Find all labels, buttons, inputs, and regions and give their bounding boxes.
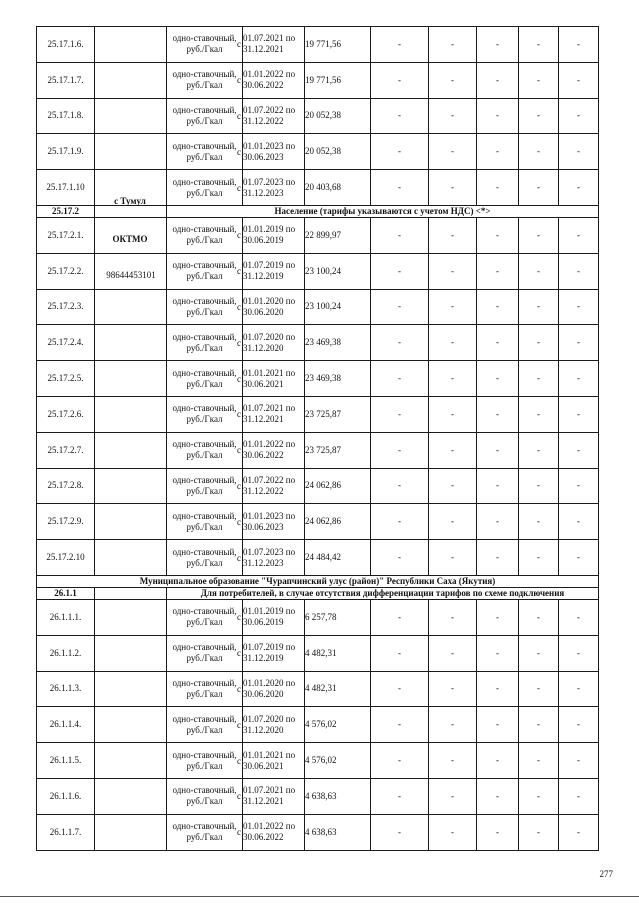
empty-cell: [95, 205, 167, 217]
table-row: [37, 289, 599, 325]
period: 01.07.2019 по 31.12.2019: [243, 635, 305, 671]
table-row: [37, 671, 599, 707]
tariff-type: [167, 289, 243, 325]
period: 01.07.2021 по 31.12.2021: [243, 778, 305, 814]
dash-cell: -: [371, 814, 429, 850]
dash-cell: -: [559, 170, 599, 206]
dash-cell: -: [559, 504, 599, 540]
tariff-type: [167, 27, 243, 63]
dash-cell: -: [371, 289, 429, 325]
table-row: [37, 468, 599, 504]
scan-edge-line: [0, 896, 639, 897]
tariff-type-text: одно-ставочный, руб./Гкал: [172, 510, 237, 532]
empty-cell: [95, 540, 167, 576]
tariff-type: [167, 504, 243, 540]
period-prefix: с: [237, 791, 241, 802]
dash-cell: -: [477, 27, 519, 63]
tariff-value: 19 771,56: [305, 27, 371, 63]
dash-cell: -: [429, 540, 477, 576]
dash-cell: -: [371, 253, 429, 289]
tariff-value: 24 062,86: [305, 504, 371, 540]
dash-cell: -: [519, 134, 559, 170]
dash-cell: -: [429, 778, 477, 814]
dash-cell: -: [371, 361, 429, 397]
period: 01.01.2022 по 30.06.2022: [243, 814, 305, 850]
period-prefix: с: [237, 648, 241, 659]
dash-cell: -: [559, 217, 599, 253]
period: 01.01.2020 по 30.06.2020: [243, 289, 305, 325]
row-number: 25.17.1.10: [37, 170, 95, 206]
dash-cell: -: [519, 361, 559, 397]
dash-cell: -: [559, 289, 599, 325]
dash-cell: -: [519, 671, 559, 707]
tariff-value: 4 576,02: [305, 707, 371, 743]
municipality-title: Муниципальное образование "Чурапчинский улус (район)" Республики Саха (Якутия): [37, 575, 599, 587]
tariff-value: 23 469,38: [305, 325, 371, 361]
period: 01.07.2020 по 31.12.2020: [243, 707, 305, 743]
dash-cell: -: [371, 743, 429, 779]
row-number: 25.17.1.7.: [37, 62, 95, 98]
empty-cell: [95, 707, 167, 743]
tariff-type: [167, 253, 243, 289]
dash-cell: -: [477, 361, 519, 397]
period: 01.01.2020 по 30.06.2020: [243, 671, 305, 707]
period: 01.01.2022 по 30.06.2022: [243, 62, 305, 98]
tariff-value: 4 482,31: [305, 635, 371, 671]
dash-cell: -: [519, 27, 559, 63]
tariff-type-text: одно-ставочный, руб./Гкал: [172, 474, 237, 496]
period-prefix: с: [237, 827, 241, 838]
tariff-type: [167, 98, 243, 134]
dash-cell: -: [371, 396, 429, 432]
tariff-value: 20 052,38: [305, 134, 371, 170]
dash-cell: -: [429, 504, 477, 540]
tariff-type-text: одно-ставочный, руб./Гкал: [172, 367, 237, 389]
dash-cell: -: [429, 707, 477, 743]
dash-cell: -: [371, 98, 429, 134]
section-number: 26.1.1: [37, 587, 95, 599]
dash-cell: -: [559, 540, 599, 576]
period: 01.01.2023 по 30.06.2023: [243, 504, 305, 540]
dash-cell: -: [477, 325, 519, 361]
dash-cell: -: [477, 217, 519, 253]
tariff-value: 23 100,24: [305, 289, 371, 325]
row-number: 25.17.2.7.: [37, 432, 95, 468]
tariff-value: 24 062,86: [305, 468, 371, 504]
tariff-value: 4 576,02: [305, 743, 371, 779]
row-number: 25.17.2.1.: [37, 217, 95, 253]
dash-cell: -: [477, 170, 519, 206]
empty-cell: [95, 778, 167, 814]
period-prefix: с: [237, 301, 241, 312]
empty-cell: [95, 432, 167, 468]
dash-cell: -: [371, 671, 429, 707]
row-number: 26.1.1.6.: [37, 778, 95, 814]
dash-cell: -: [429, 671, 477, 707]
row-number: 25.17.2.4.: [37, 325, 95, 361]
tariff-value: 4 638,63: [305, 814, 371, 850]
tariff-value: 4 482,31: [305, 671, 371, 707]
tariff-value: 19 771,56: [305, 62, 371, 98]
tariff-type-text: одно-ставочный, руб./Гкал: [172, 546, 237, 568]
dash-cell: -: [519, 325, 559, 361]
dash-cell: -: [429, 599, 477, 635]
dash-cell: -: [371, 778, 429, 814]
tariff-type-text: одно-ставочный, руб./Гкал: [172, 295, 237, 317]
period: 01.01.2021 по 30.06.2021: [243, 743, 305, 779]
dash-cell: -: [429, 361, 477, 397]
dash-cell: -: [477, 599, 519, 635]
tariff-type: [167, 778, 243, 814]
tariff-type: [167, 814, 243, 850]
empty-cell: [95, 599, 167, 635]
period-prefix: с: [237, 75, 241, 86]
tariff-type: [167, 743, 243, 779]
dash-cell: -: [477, 289, 519, 325]
tariff-type-text: одно-ставочный, руб./Гкал: [172, 224, 237, 246]
empty-cell: [95, 671, 167, 707]
dash-cell: -: [429, 98, 477, 134]
dash-cell: -: [559, 671, 599, 707]
tariff-type: [167, 361, 243, 397]
table-row: [37, 361, 599, 397]
row-number: 25.17.2.3.: [37, 289, 95, 325]
dash-cell: -: [477, 98, 519, 134]
period-prefix: с: [237, 719, 241, 730]
period-prefix: с: [237, 480, 241, 491]
period: 01.07.2022 по 31.12.2022: [243, 98, 305, 134]
dash-cell: -: [429, 396, 477, 432]
dash-cell: -: [477, 468, 519, 504]
dash-cell: -: [429, 468, 477, 504]
dash-cell: -: [559, 599, 599, 635]
dash-cell: -: [477, 814, 519, 850]
period-prefix: с: [237, 110, 241, 121]
tariff-type-text: одно-ставочный, руб./Гкал: [172, 176, 237, 198]
dash-cell: -: [519, 635, 559, 671]
dash-cell: -: [477, 62, 519, 98]
dash-cell: -: [429, 432, 477, 468]
period-prefix: с: [237, 39, 241, 50]
municipality-row: [37, 575, 599, 587]
dash-cell: -: [429, 814, 477, 850]
dash-cell: -: [477, 253, 519, 289]
period: 01.01.2023 по 30.06.2023: [243, 134, 305, 170]
tariff-table: [36, 26, 599, 851]
dash-cell: -: [559, 98, 599, 134]
empty-cell: [95, 134, 167, 170]
dash-cell: -: [477, 540, 519, 576]
empty-cell: [95, 62, 167, 98]
row-number: 25.17.1.8.: [37, 98, 95, 134]
period: 01.01.2021 по 30.06.2021: [243, 361, 305, 397]
period: 01.07.2022 по 31.12.2022: [243, 468, 305, 504]
tariff-type: [167, 432, 243, 468]
tariff-value: 23 469,38: [305, 361, 371, 397]
settlement-label: с Тумул: [114, 196, 146, 206]
dash-cell: -: [559, 325, 599, 361]
period: 01.01.2022 по 30.06.2022: [243, 432, 305, 468]
dash-cell: -: [371, 62, 429, 98]
dash-cell: -: [519, 814, 559, 850]
table-row: [37, 325, 599, 361]
table-row: [37, 504, 599, 540]
dash-cell: -: [559, 432, 599, 468]
table-row: [37, 62, 599, 98]
tariff-type-text: одно-ставочный, руб./Гкал: [172, 140, 237, 162]
dash-cell: -: [477, 504, 519, 540]
tariff-value: 23 725,87: [305, 396, 371, 432]
row-number: 25.17.2.8.: [37, 468, 95, 504]
dash-cell: -: [559, 62, 599, 98]
dash-cell: -: [371, 325, 429, 361]
tariff-type-text: одно-ставочный, руб./Гкал: [172, 749, 237, 771]
dash-cell: -: [559, 361, 599, 397]
row-number: 26.1.1.7.: [37, 814, 95, 850]
dash-cell: -: [559, 635, 599, 671]
dash-cell: -: [519, 253, 559, 289]
tariff-type: [167, 635, 243, 671]
period-prefix: с: [237, 182, 241, 193]
dash-cell: -: [429, 325, 477, 361]
dash-cell: -: [559, 707, 599, 743]
dash-cell: -: [519, 62, 559, 98]
dash-cell: -: [519, 396, 559, 432]
dash-cell: -: [429, 743, 477, 779]
dash-cell: -: [371, 432, 429, 468]
empty-cell: [95, 98, 167, 134]
table-row: [37, 134, 599, 170]
dash-cell: -: [559, 27, 599, 63]
dash-cell: -: [371, 635, 429, 671]
tariff-value: 6 257,78: [305, 599, 371, 635]
section-header-consumers: [37, 587, 599, 599]
dash-cell: -: [559, 134, 599, 170]
tariff-type: [167, 707, 243, 743]
table-row: [37, 432, 599, 468]
dash-cell: -: [477, 778, 519, 814]
dash-cell: -: [429, 217, 477, 253]
empty-cell: [95, 635, 167, 671]
row-number: 26.1.1.1.: [37, 599, 95, 635]
dash-cell: -: [519, 743, 559, 779]
tariff-value: 24 484,42: [305, 540, 371, 576]
dash-cell: -: [429, 62, 477, 98]
page-number: 277: [599, 869, 613, 879]
tariff-value: 22 899,97: [305, 217, 371, 253]
dash-cell: -: [371, 217, 429, 253]
tariff-type-text: одно-ставочный, руб./Гкал: [172, 677, 237, 699]
dash-cell: -: [559, 253, 599, 289]
tariff-type-text: одно-ставочный, руб./Гкал: [172, 713, 237, 735]
tariff-value: 23 100,24: [305, 253, 371, 289]
dash-cell: -: [519, 778, 559, 814]
dash-cell: -: [519, 432, 559, 468]
dash-cell: -: [519, 504, 559, 540]
tariff-type-text: одно-ставочный, руб./Гкал: [172, 821, 237, 843]
tariff-type-text: одно-ставочный, руб./Гкал: [172, 642, 237, 664]
tariff-type-text: одно-ставочный, руб./Гкал: [172, 104, 237, 126]
table-row: [37, 540, 599, 576]
empty-cell: [95, 27, 167, 63]
table-row: [37, 635, 599, 671]
period-prefix: с: [237, 612, 241, 623]
tariff-value: 4 638,63: [305, 778, 371, 814]
period-prefix: с: [237, 552, 241, 563]
row-number: 25.17.1.9.: [37, 134, 95, 170]
empty-cell: [95, 587, 167, 599]
dash-cell: -: [477, 743, 519, 779]
row-number: 25.17.2.9.: [37, 504, 95, 540]
table-row: [37, 743, 599, 779]
tariff-type: [167, 217, 243, 253]
tariff-type: [167, 671, 243, 707]
oktmo-label: ОКТМО: [112, 234, 148, 244]
row-number: 25.17.2.5.: [37, 361, 95, 397]
period-prefix: с: [237, 266, 241, 277]
dash-cell: -: [429, 27, 477, 63]
period-prefix: с: [237, 683, 241, 694]
period-prefix: с: [237, 337, 241, 348]
row-number: 26.1.1.3.: [37, 671, 95, 707]
tariff-type: [167, 599, 243, 635]
tariff-type: [167, 134, 243, 170]
dash-cell: -: [429, 635, 477, 671]
oktmo-value: 98644453101: [106, 270, 156, 280]
period: 01.07.2019 по 31.12.2019: [243, 253, 305, 289]
tariff-type-text: одно-ставочный, руб./Гкал: [172, 403, 237, 425]
tariff-value: 20 403,68: [305, 170, 371, 206]
tariff-type: [167, 170, 243, 206]
row-number: 26.1.1.2.: [37, 635, 95, 671]
tariff-value: 23 725,87: [305, 432, 371, 468]
dash-cell: -: [429, 253, 477, 289]
period-prefix: с: [237, 146, 241, 157]
empty-cell: [95, 396, 167, 432]
empty-cell: [95, 814, 167, 850]
dash-cell: -: [371, 504, 429, 540]
dash-cell: -: [477, 707, 519, 743]
period: 01.07.2021 по 31.12.2021: [243, 27, 305, 63]
period-prefix: с: [237, 755, 241, 766]
dash-cell: -: [519, 599, 559, 635]
dash-cell: -: [519, 707, 559, 743]
section-number: 25.17.2: [37, 205, 95, 217]
row-number: 25.17.2.2.: [37, 253, 95, 289]
dash-cell: -: [559, 396, 599, 432]
dash-cell: -: [477, 671, 519, 707]
period: 01.01.2019 по 30.06.2019: [243, 217, 305, 253]
tariff-type: [167, 396, 243, 432]
table-row: [37, 707, 599, 743]
dash-cell: -: [371, 707, 429, 743]
period: 01.07.2020 по 31.12.2020: [243, 325, 305, 361]
empty-cell: [95, 289, 167, 325]
period-prefix: с: [237, 516, 241, 527]
tariff-type: [167, 62, 243, 98]
tariff-type-text: одно-ставочный, руб./Гкал: [172, 69, 237, 91]
dash-cell: -: [519, 289, 559, 325]
empty-cell: [95, 504, 167, 540]
dash-cell: -: [429, 289, 477, 325]
section-header-population: [37, 205, 599, 217]
dash-cell: -: [519, 217, 559, 253]
empty-cell: [95, 325, 167, 361]
dash-cell: -: [477, 134, 519, 170]
empty-cell: [95, 468, 167, 504]
dash-cell: -: [371, 27, 429, 63]
dash-cell: -: [371, 599, 429, 635]
period: 01.07.2023 по 31.12.2023: [243, 540, 305, 576]
dash-cell: -: [477, 432, 519, 468]
dash-cell: -: [559, 814, 599, 850]
section-title: Население (тарифы указываются с учетом НДС) <*>: [167, 205, 599, 217]
dash-cell: -: [371, 170, 429, 206]
tariff-type: [167, 468, 243, 504]
dash-cell: -: [477, 635, 519, 671]
row-number: 25.17.2.6.: [37, 396, 95, 432]
dash-cell: -: [371, 468, 429, 504]
dash-cell: -: [519, 540, 559, 576]
empty-cell: [95, 743, 167, 779]
row-number: 25.17.2.10: [37, 540, 95, 576]
table-row: [37, 27, 599, 63]
tariff-type: [167, 540, 243, 576]
table-row: [37, 814, 599, 850]
period-prefix: с: [237, 373, 241, 384]
period-prefix: с: [237, 409, 241, 420]
dash-cell: -: [559, 778, 599, 814]
dash-cell: -: [519, 468, 559, 504]
period-prefix: с: [237, 445, 241, 456]
tariff-type-text: одно-ставочный, руб./Гкал: [172, 785, 237, 807]
dash-cell: -: [519, 98, 559, 134]
row-number: 26.1.1.5.: [37, 743, 95, 779]
table-row: [37, 599, 599, 635]
dash-cell: -: [371, 134, 429, 170]
dash-cell: -: [429, 134, 477, 170]
table-row: [37, 778, 599, 814]
tariff-type-text: одно-ставочный, руб./Гкал: [172, 260, 237, 282]
tariff-type-text: одно-ставочный, руб./Гкал: [172, 33, 237, 55]
dash-cell: -: [477, 396, 519, 432]
period: 01.01.2019 по 30.06.2019: [243, 599, 305, 635]
dash-cell: -: [559, 743, 599, 779]
row-number: 26.1.1.4.: [37, 707, 95, 743]
empty-cell: [95, 361, 167, 397]
section-title: Для потребителей, в случае отсутствия дифференциации тарифов по схеме подключения: [167, 587, 599, 599]
table-row: [37, 98, 599, 134]
tariff-type-text: одно-ставочный, руб./Гкал: [172, 606, 237, 628]
period: 01.07.2023 по 31.12.2023: [243, 170, 305, 206]
tariff-type-text: одно-ставочный, руб./Гкал: [172, 331, 237, 353]
dash-cell: -: [429, 170, 477, 206]
tariff-value: 20 052,38: [305, 98, 371, 134]
dash-cell: -: [559, 468, 599, 504]
tariff-type: [167, 325, 243, 361]
period: 01.07.2021 по 31.12.2021: [243, 396, 305, 432]
row-number: 25.17.1.6.: [37, 27, 95, 63]
dash-cell: -: [371, 540, 429, 576]
table-row: [37, 396, 599, 432]
tariff-type-text: одно-ставочный, руб./Гкал: [172, 439, 237, 461]
dash-cell: -: [519, 170, 559, 206]
period-prefix: с: [237, 230, 241, 241]
